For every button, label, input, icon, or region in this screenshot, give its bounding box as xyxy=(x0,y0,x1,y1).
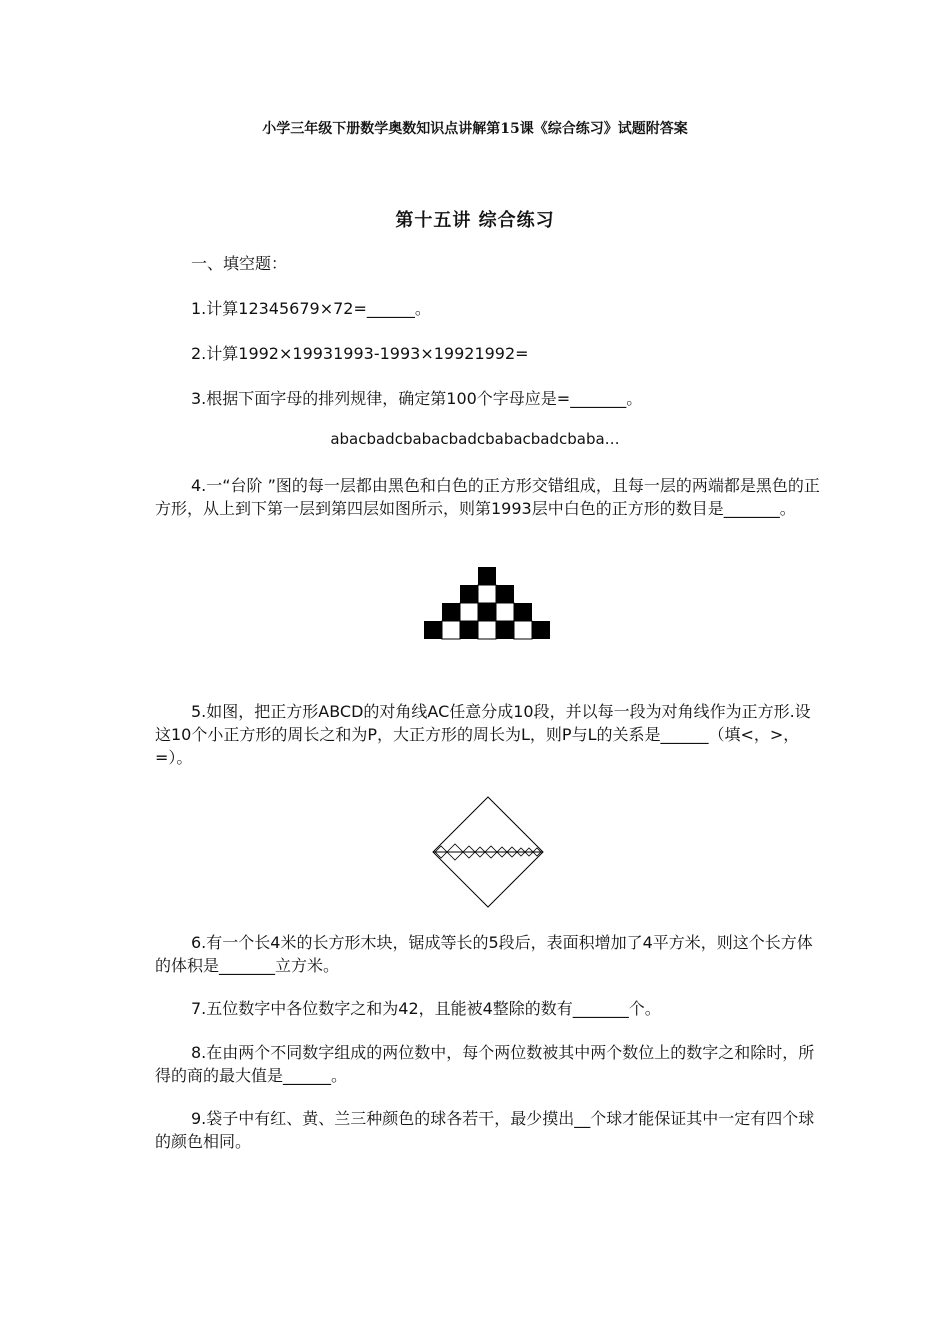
question-1: 1.计算12345679×72=______。 xyxy=(191,299,431,318)
question-3: 3.根据下面字母的排列规律，确定第100个字母应是=_______。 xyxy=(191,389,643,408)
question-9: 9.袋子中有红、黄、兰三种颜色的球各若干，最少摸出__个球才能保证其中一定有四个球的颜色相同。 xyxy=(155,1109,815,1151)
question-8: 8.在由两个不同数字组成的两位数中，每个两位数被其中两个数位上的数字之和除时，所得的商的最大值是______。 xyxy=(155,1043,815,1085)
section-heading: 一、填空题： xyxy=(191,254,288,273)
letter-sequence: abacbadcbabacbadcbabacbadcbaba… xyxy=(330,430,620,448)
question-4: 4.一“台阶 ”图的每一层都由黑色和白色的正方形交错组成，且每一层的两端都是黑色的正方形，从上到下第一层到第四层如图所示，则第1993层中白色的正方形的数目是_______。 xyxy=(155,476,820,518)
lecture-title: 第十五讲 综合练习 xyxy=(395,210,555,231)
question-2: 2.计算1992×19931993-1993×19921992= xyxy=(191,344,529,363)
question-6: 6.有一个长4米的长方形木块，锯成等长的5段后，表面积增加了4平方米，则这个长方体的体积是_______立方米。 xyxy=(155,933,813,975)
question-7: 7.五位数字中各位数字之和为42，且能被4整除的数有_______个。 xyxy=(191,999,661,1018)
document-title: 小学三年级下册数学奥数知识点讲解第15课《综合练习》试题附答案 xyxy=(262,121,688,137)
staircase-figure xyxy=(423,566,551,640)
diamond-figure xyxy=(432,796,544,908)
question-5: 5.如图，把正方形ABCD的对角线AC任意分成10段，并以每一段为对角线作为正方形.设这10个小正方形的周长之和为P，大正方形的周长为L，则P与L的关系是______（填<，>，=）。 xyxy=(155,702,811,767)
